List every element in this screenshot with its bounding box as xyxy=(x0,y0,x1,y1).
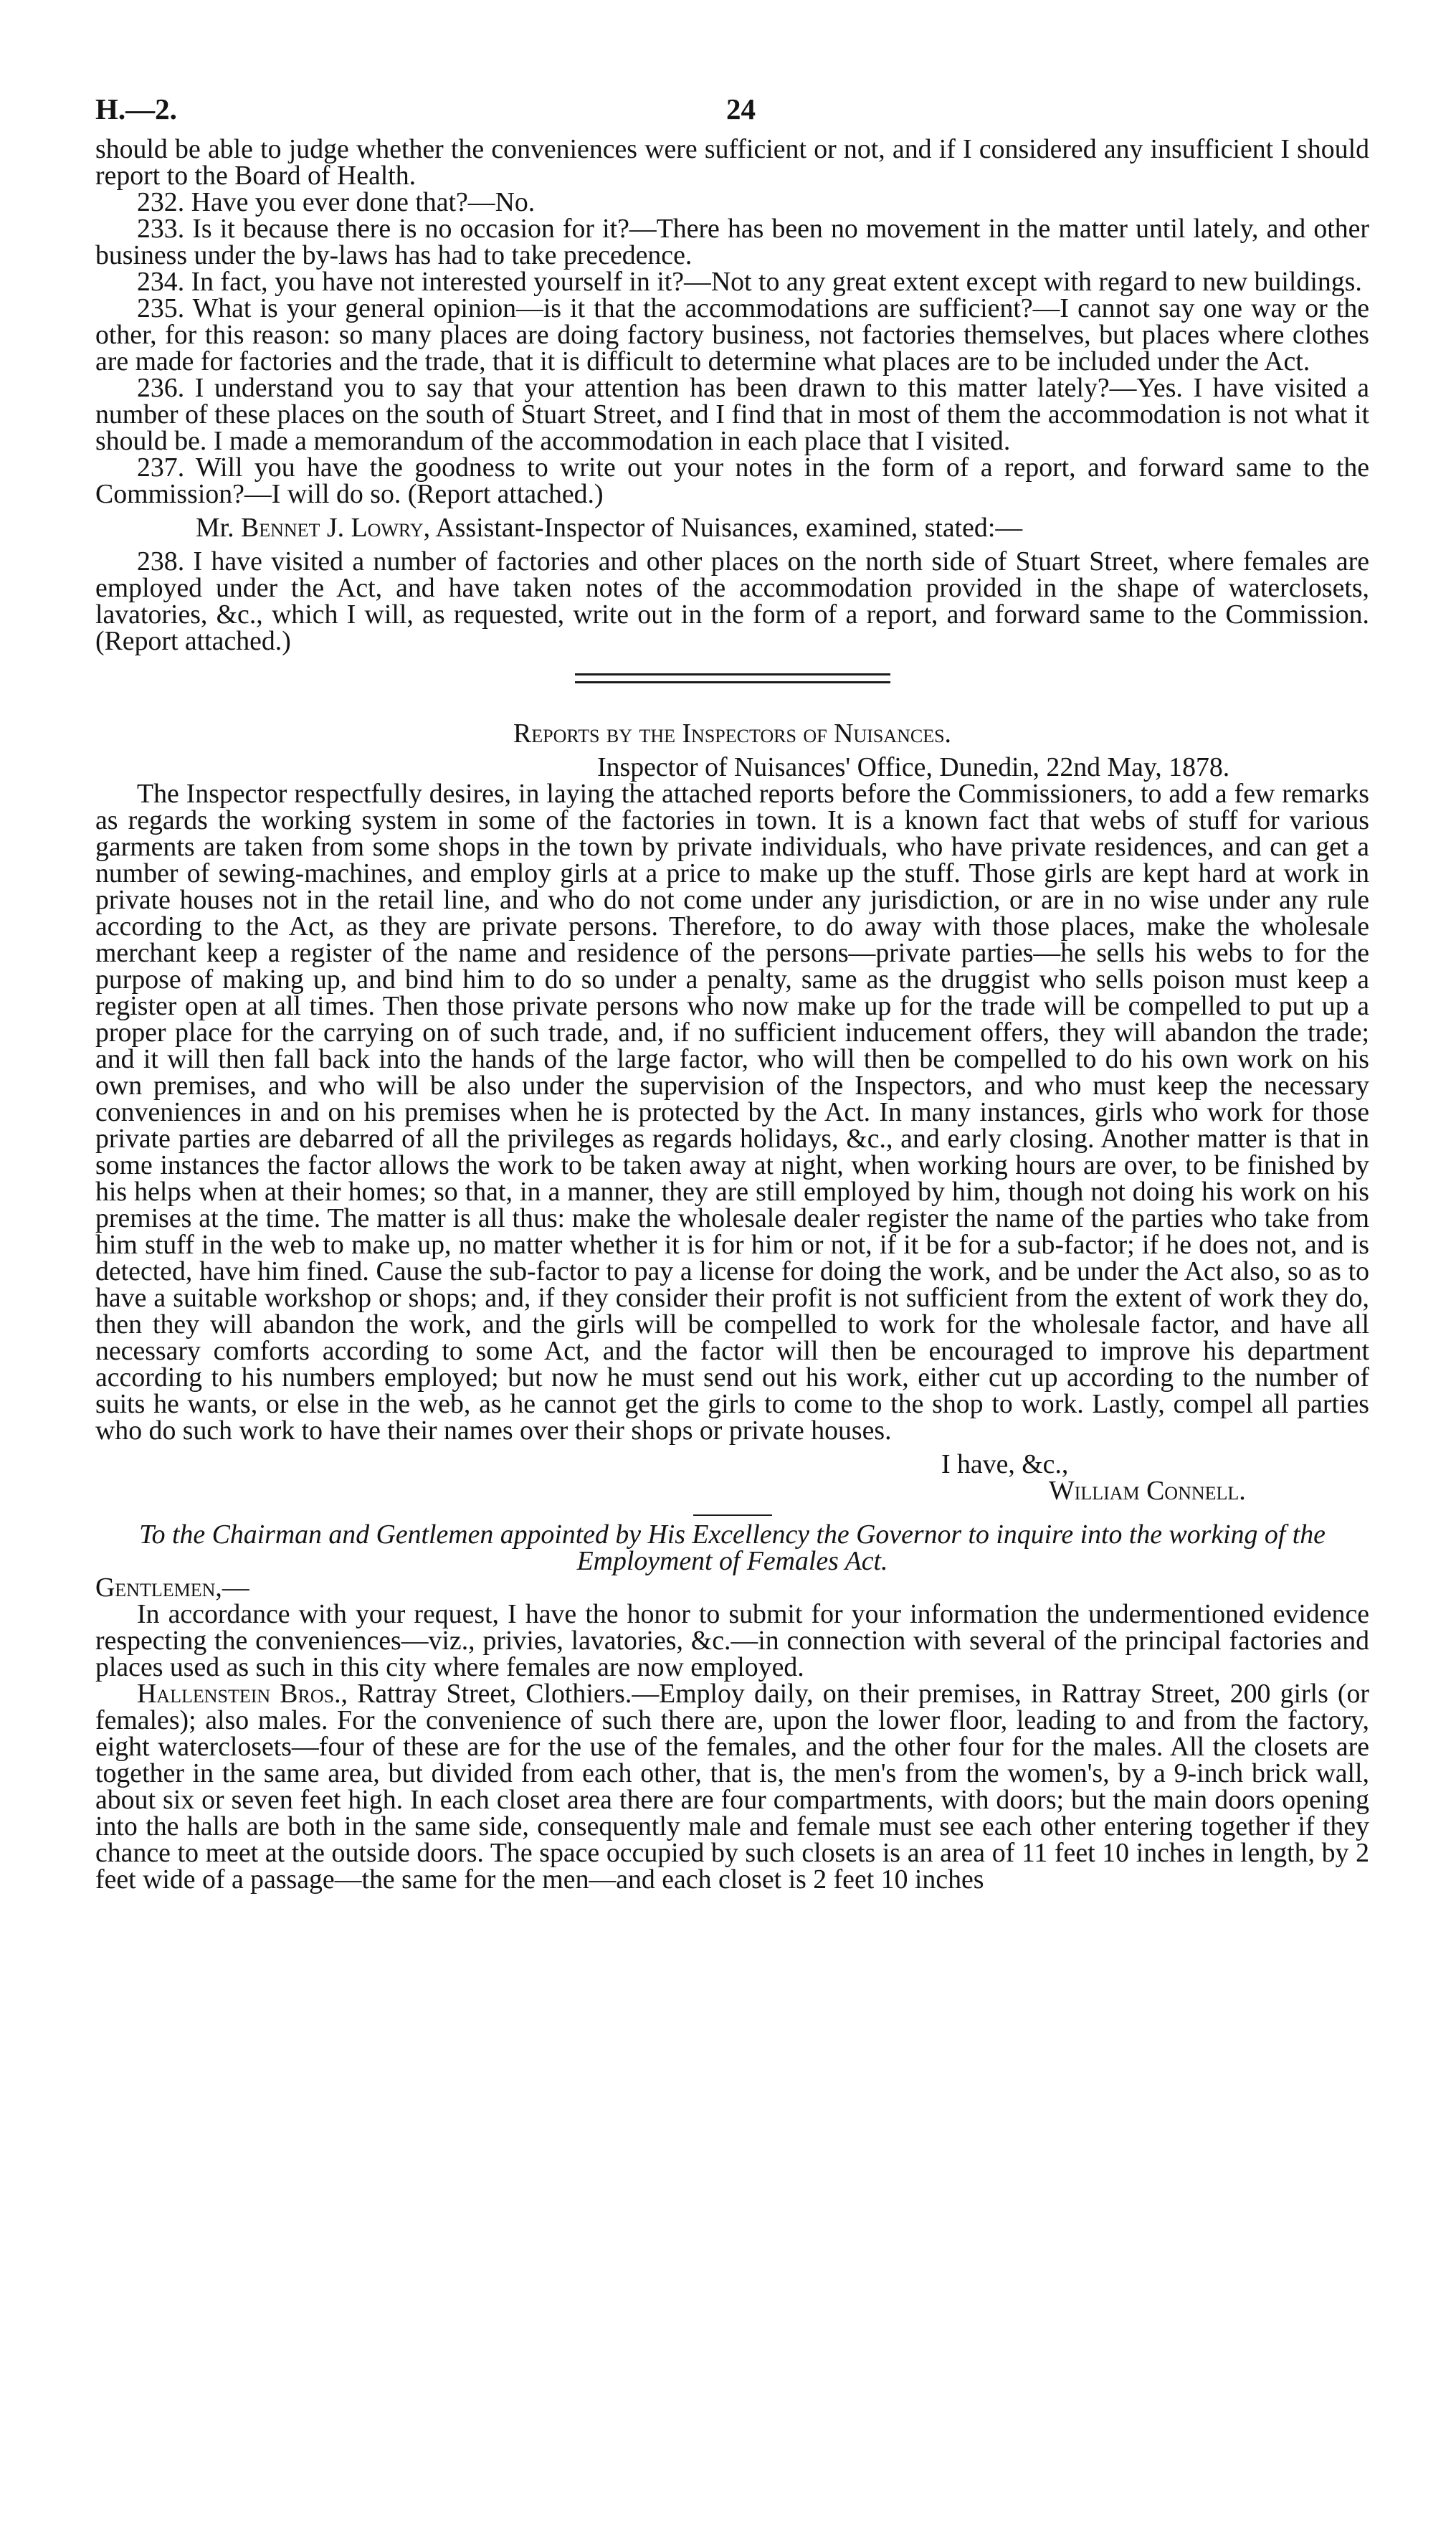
firm-description: , Rattray Street, Clothiers.—Employ daily, on their premises, in Rattray Street, 200 girls (or females); also males. For the convenience of such there are, upon the lower floor, leading to and from the factory, eight waterclosets—four of these are for the use of the females, and the other four for the males. All the closets are together in the same area, but divided from each other, that is, the men's from the women's, by a 9-inch brick wall, about six or seven feet high. In each closet area there are four compartments, with doors; but the main doors opening into the halls are both in the same side, consequently male and female must see each other entering together if they chance to meet at the outside doors. The space occupied by such closets is an area of 11 feet 10 inches in length, by 2 feet wide of a passage—the same for the men—and each closet is 2 feet 10 inches xyxy=(95,1679,1369,1895)
short-divider xyxy=(693,1514,772,1516)
witness-name: Bennet J. Lowry xyxy=(241,513,424,543)
letter-firm-entry xyxy=(95,1681,1369,1893)
report-signature: William Connell. xyxy=(1049,1476,1246,1506)
report-body: The Inspector respectfully desires, in laying the attached reports before the Commissioners, to add a few remarks as regards the working system in some of the factories in town. It is a known fact that webs of stuff for various garments are taken from some shops in the town by private individuals, who have private residences, and can get a number of sewing-machines, and employ girls at a price to make up the stuff. Those girls are kept hard at work in private houses not in the retail line, and who do not come under any jurisdiction, or are in no wise under any rule according to the Act, as they are private persons. Therefore, to do away with those places, make the wholesale merchant keep a register of the name and residence of the persons—private parties—he sells his webs to for the purpose of making up, and bind him to do so under a penalty, same as the druggist who sells poison must keep a register open at all times. Then those private persons who now make up for the trade will be compelled to put up a proper place for the carrying on of such trade, and, if no sufficient inducement offers, they will abandon the trade; and it will then fall back into the hands of the large factor, who will then be compelled to do his own work on his own premises, and who will be also under the supervision of the Inspectors, and who must keep the necessary conveniences in and on his premises when he is protected by the Act. In many instances, girls who work for those private parties are debarred of all the privileges as regards holidays, &c., and early closing. Another matter is that in some instances the factor allows the work to be taken away at night, when working hours are over, to be finished by his helps when at their homes; so that, in a manner, they are still employed by him, though not doing his work on his premises at the time. The matter is all thus: make the wholesale dealer register the name of the parties who take from him stuff in the web to make up, no matter whether it is for him or not, if it be for a sub-factor; if he does not, and is detected, have him fined. Cause the sub-factor to pay a license for doing the work, and be under the Act also, so as to have a suitable workshop or shops; and, if they consider their profit is not sufficient from the extent of work they do, then they will abandon the work, and the girls will be compelled to work for the wholesale factor, and have all necessary comforts according to some Act, and the factor will then be encouraged to improve his department according to his numbers employed; but now he must send out his work, either cut up according to the number of suits he wants, or else in the web, as he cannot get the girls to come to the shop to work. Lastly, compel all parties who do such work to have their names over their shops or private houses. xyxy=(95,779,1369,1446)
report-closing: I have, &c., xyxy=(941,1449,1069,1479)
witness-introduction xyxy=(95,515,1369,541)
document-code: H.—2. xyxy=(95,93,177,125)
witness-prefix: Mr. xyxy=(196,513,242,543)
evidence-question-234: 234. In fact, you have not interested yourself in it?—Not to any great extent except with regard to new buildings. xyxy=(137,267,1362,297)
evidence-question-237: 237. Will you have the goodness to write out your notes in the form of a report, and forward same to the Commission?—I will do so. (Report attached.) xyxy=(95,452,1369,509)
witness-description: , Assistant-Inspector of Nuisances, examined, stated:— xyxy=(423,513,1023,543)
page-header xyxy=(95,92,1369,136)
reports-heading: Reports by the Inspectors of Nuisances. xyxy=(513,719,951,749)
evidence-question-236: 236. I understand you to say that your attention has been drawn to this matter lately?—Yes. I have visited a number of these places on the south of Stuart Street, and I find that in most of them the accommodation is not what it should be. I made a memorandum of the accommodation in each place that I visited. xyxy=(95,373,1369,456)
report-dateline: Inspector of Nuisances' Office, Dunedin, 22nd May, 1878. xyxy=(597,752,1230,782)
evidence-question-235: 235. What is your general opinion—is it that the accommodations are sufficient?—I cannot say one way or the other, for this reason: so many places are doing factory business, not factories themselves, but places where clothes are made for factories and the trade, that it is difficult to determine what places are to be included under the Act. xyxy=(95,293,1369,376)
page-number: 24 xyxy=(726,93,756,125)
evidence-continuation: should be able to judge whether the conveniences were sufficient or not, and if I considered any insufficient I should report to the Board of Health. xyxy=(95,134,1369,191)
firm-name: Hallenstein Bros. xyxy=(137,1679,341,1709)
section-divider xyxy=(575,673,890,683)
letter-address: To the Chairman and Gentlemen appointed by His Excellency the Governor to inquire into the working of the Employment of Females Act. xyxy=(139,1519,1326,1576)
evidence-question-233: 233. Is it because there is no occasion for it?—There has been no movement in the matter until lately, and other business under the by-laws has had to take precedence. xyxy=(95,214,1369,270)
letter-intro: In accordance with your request, I have the honor to submit for your information the undermentioned evidence respecting the conveniences—viz., privies, lavatories, &c.—in connection with several of the principal factories and places used as such in this city where females are now employed. xyxy=(95,1599,1369,1682)
letter-salutation: Gentlemen,— xyxy=(95,1573,249,1603)
evidence-question-232: 232. Have you ever done that?—No. xyxy=(137,187,536,217)
document-page xyxy=(95,92,1369,1893)
evidence-question-238: 238. I have visited a number of factories and other places on the north side of Stuart Street, where females are employed under the Act, and have taken notes of the accommodation provided in the shape of waterclosets, lavatories, &c., which I will, as requested, write out in the form of a report, and forward same to the Commission. (Report attached.) xyxy=(95,546,1369,656)
